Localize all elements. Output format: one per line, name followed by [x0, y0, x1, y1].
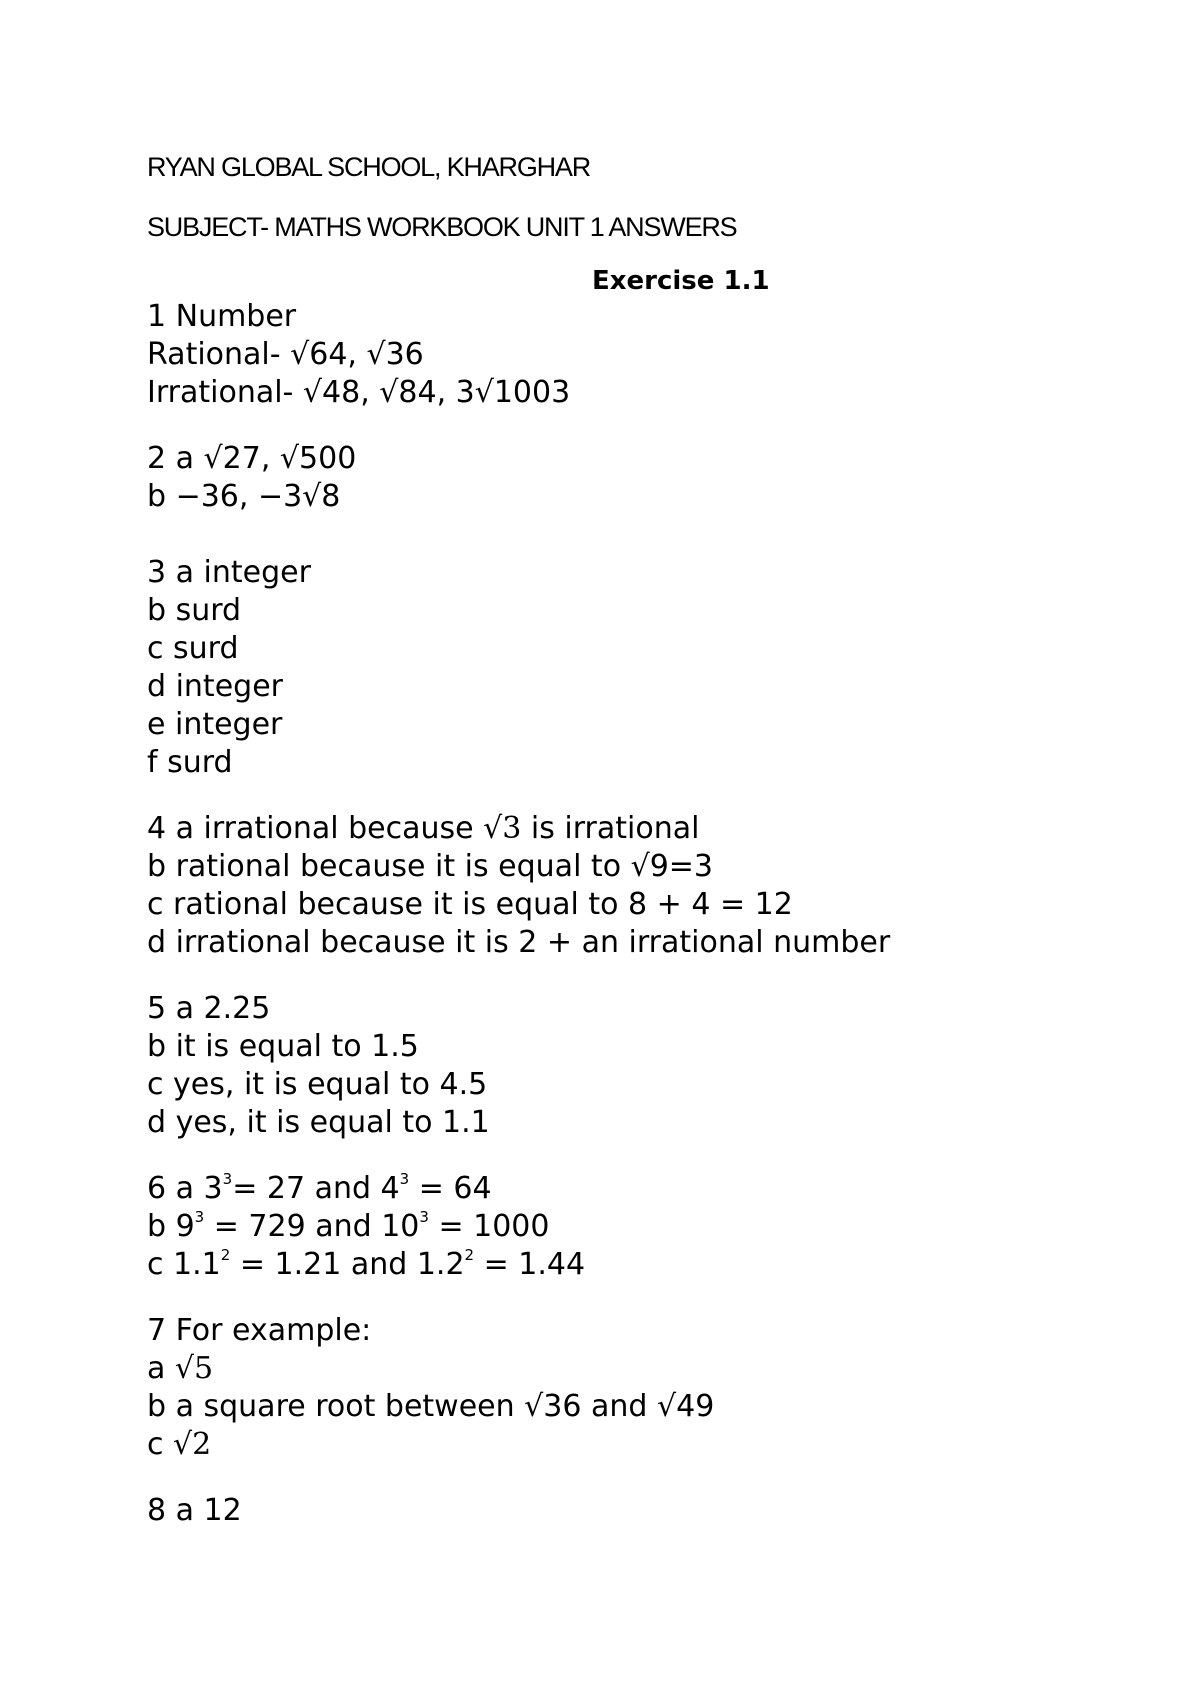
answer-line: b rational because it is equal to √9=3	[147, 849, 714, 884]
school-name: RYAN GLOBAL SCHOOL, KHARGHAR	[147, 152, 591, 182]
answers-body	[147, 298, 1147, 1530]
answer-text: = 1000	[428, 1209, 550, 1244]
answer-text: c 1.1	[147, 1247, 221, 1282]
answer-line: c yes, it is equal to 4.5	[147, 1067, 488, 1102]
exponent: 2	[464, 1246, 475, 1264]
answer-text: √2	[173, 1427, 212, 1462]
answer-line: 1 Number	[147, 299, 297, 334]
answer-line: 3 a integer	[147, 555, 311, 590]
answer-line: b −36, −3√8	[147, 479, 341, 514]
exponent: 3	[399, 1170, 410, 1188]
answer-line: d integer	[147, 669, 283, 704]
exercise-title: Exercise 1.1	[592, 266, 770, 296]
answer-line: c surd	[147, 631, 239, 666]
exponent: 3	[419, 1208, 429, 1226]
answer-text: = 27 and 4	[232, 1171, 400, 1206]
subject-title: SUBJECT- MATHS WORKBOOK UNIT 1 ANSWERS	[147, 212, 737, 242]
answer-line: Irrational- √48, √84, 3√1003	[147, 375, 571, 410]
answer-line: 5 a 2.25	[147, 991, 271, 1026]
answer-line: 2 a √27, √500	[147, 441, 357, 476]
answer-line: b it is equal to 1.5	[147, 1029, 419, 1064]
answer-line: d irrational because it is 2 + an irrational number	[147, 925, 891, 960]
answer-line: d yes, it is equal to 1.1	[147, 1105, 490, 1140]
exponent: 3	[222, 1170, 233, 1188]
answer-text: √3	[483, 811, 522, 846]
answer-line: b surd	[147, 593, 242, 628]
answer-text: = 729 and 10	[204, 1209, 420, 1244]
answer-line: 7 For example:	[147, 1313, 372, 1348]
answer-text: = 64	[409, 1171, 492, 1206]
answer-text: is irrational	[521, 811, 700, 846]
exponent: 2	[220, 1246, 231, 1264]
answer-line: c rational because it is equal to 8 + 4 = 12	[147, 887, 793, 922]
answer-text: c	[147, 1427, 174, 1462]
answer-line: 8 a 12	[147, 1493, 242, 1528]
answer-line	[147, 1350, 1147, 1388]
answer-text: 4 a irrational because	[147, 811, 484, 846]
answer-line	[147, 810, 1147, 848]
answer-line: f surd	[147, 745, 233, 780]
answer-line	[147, 1426, 1147, 1464]
answer-text: √5	[174, 1351, 214, 1386]
answer-line	[147, 1170, 1147, 1208]
answer-line	[147, 1246, 1147, 1284]
answer-line: Rational- √64, √36	[147, 337, 424, 372]
answer-line: e integer	[147, 707, 283, 742]
answer-text: a	[147, 1351, 175, 1386]
answer-text: = 1.44	[474, 1247, 586, 1282]
answer-text: 6 a 3	[147, 1171, 223, 1206]
exponent: 3	[194, 1208, 205, 1226]
answer-text: = 1.21 and 1.2	[230, 1247, 465, 1282]
answer-line: b a square root between √36 and √49	[147, 1389, 715, 1424]
answer-text: b 9	[147, 1209, 195, 1244]
answer-line	[147, 1208, 1147, 1246]
